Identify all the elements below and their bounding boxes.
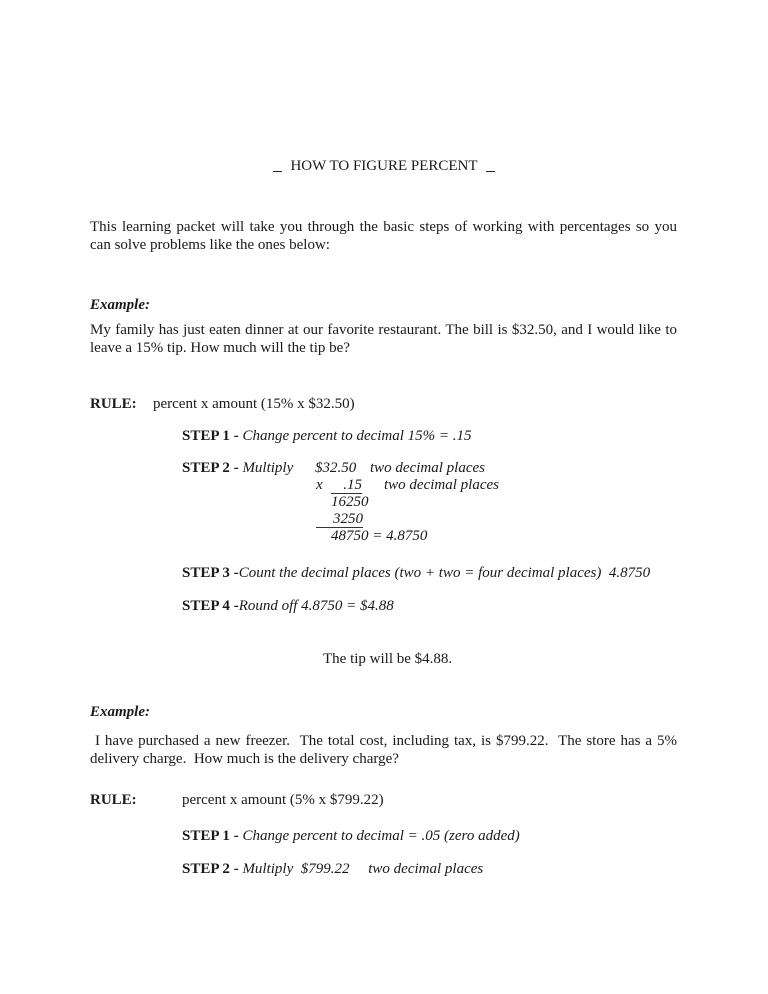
product: 48750 = 4.8750: [331, 528, 428, 544]
step-text: Change percent to decimal 15% = .15: [242, 428, 472, 444]
multiply-operator: x: [316, 477, 323, 493]
step-label: STEP 4: [182, 598, 230, 614]
step-separator: -: [229, 565, 239, 581]
step-label: STEP 2: [182, 460, 230, 476]
step-separator: -: [229, 828, 243, 844]
example-2-rule-text: percent x amount (5% x $799.22): [182, 792, 384, 808]
step-text: Count the decimal places (two + two = four decimal places) 4.8750: [238, 565, 651, 581]
example-1-heading: Example:: [90, 297, 150, 313]
partial-product-2: 3250: [316, 511, 363, 528]
example-1-rule-text: percent x amount (15% x $32.50): [153, 396, 355, 412]
title-underline-right: [486, 159, 495, 172]
example-2-rule-label: RULE:: [90, 792, 137, 808]
step-separator: -: [229, 861, 243, 877]
multiplier: .15: [331, 477, 362, 494]
example-1-problem: My family has just eaten dinner at our favorite restaurant. The bill is $32.50, and I would like to leave a 15% tip. How much will the tip be?: [90, 322, 677, 356]
example-1-rule-label: RULE:: [90, 396, 137, 412]
step-text: Multiply: [242, 460, 294, 476]
page-title: [0, 157, 768, 176]
example-2-step-1: [182, 828, 520, 846]
example-1-step-3: [182, 565, 650, 583]
example-2-problem: I have purchased a new freezer. The total cost, including tax, is $799.22. The store has a 5% delivery charge. How much is the delivery charge?: [90, 733, 681, 767]
step-separator: -: [229, 598, 239, 614]
step-label: STEP 1: [182, 828, 230, 844]
partial-product-1: 16250: [331, 494, 369, 510]
step-text: Change percent to decimal = .05 (zero added): [242, 828, 520, 844]
step-label: STEP 3: [182, 565, 230, 581]
step-separator: -: [229, 460, 243, 476]
example-1-step-4: [182, 598, 394, 616]
example-2-heading: Example:: [90, 704, 150, 720]
multiplier-note: two decimal places: [384, 477, 499, 493]
step-label: STEP 2: [182, 861, 230, 877]
example-1-step-2: [182, 460, 293, 478]
step-text: Multiply $799.22 two decimal places: [242, 861, 484, 877]
title-text: HOW TO FIGURE PERCENT: [290, 158, 478, 174]
step-text: Round off 4.8750 = $4.88: [238, 598, 394, 614]
multiplicand-note: two decimal places: [370, 460, 485, 476]
title-underline-left: [273, 159, 282, 172]
example-1-answer: The tip will be $4.88.: [323, 651, 453, 667]
example-2-step-2: [182, 861, 483, 879]
step-separator: -: [229, 428, 243, 444]
example-1-step-1: [182, 428, 472, 446]
multiplicand: $32.50: [315, 460, 357, 476]
intro-paragraph: This learning packet will take you through the basic steps of working with percentages so you can solve problems like the ones below:: [90, 219, 677, 253]
step-label: STEP 1: [182, 428, 230, 444]
